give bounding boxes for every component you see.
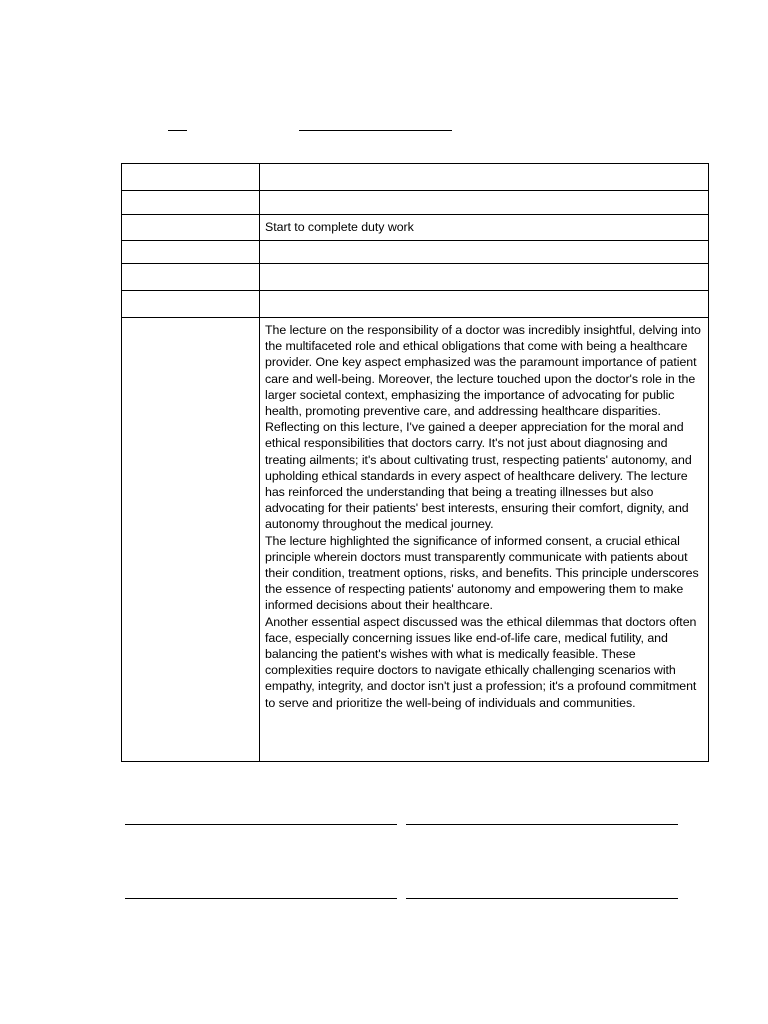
row-value-cell (260, 291, 709, 318)
signature-line (406, 824, 678, 825)
reflection-paragraph: Reflecting on this lecture, I've gained a deeper appreciation for the moral and ethical responsibilities that doctors carry. It's not just about diagnosing and treating ailments; it's about cultivating trust, respecting patients' autonomy, and upholding ethical standards in every aspect of healthcare delivery. The lecture has reinforced the understanding that being a treating illnesses but also advocating for their patients' best interests, ensuring their comfort, dignity, and autonomy throughout the medical journey. (265, 420, 692, 532)
row-label (122, 164, 259, 167)
table-row (122, 318, 709, 762)
row-label-cell (122, 291, 260, 318)
row-label (122, 291, 259, 294)
row-label-cell (122, 191, 260, 215)
table-row (122, 264, 709, 291)
table-row (122, 164, 709, 191)
row-value (260, 291, 708, 294)
row-value-cell (260, 241, 709, 264)
signature-line (125, 824, 397, 825)
signature-line (406, 898, 678, 899)
table-row (122, 291, 709, 318)
row-value-cell (260, 191, 709, 215)
row-value (260, 241, 708, 244)
row-label (122, 264, 259, 267)
reflection-cell (260, 318, 709, 762)
reflection-paragraph: The lecture on the responsibility of a doctor was incredibly insightful, delving into the multifaceted role and ethical obligations that come with being a healthcare provider. One key aspect emphasized was the paramount importance of patient care and well-being. Moreover, the lecture touched upon the doctor's role in the larger societal context, emphasizing the importance of advocating for public health, promoting preventive care, and addressing healthcare disparities. (265, 323, 701, 419)
row-value-cell (260, 264, 709, 291)
top-long-blank-line (299, 130, 452, 131)
duty-log-table (121, 163, 709, 762)
top-short-blank-line (168, 130, 187, 131)
row-label-cell (122, 264, 260, 291)
row-label (122, 215, 259, 219)
row-value (260, 191, 708, 194)
reflection-text (260, 318, 708, 711)
row-value-cell (260, 215, 709, 241)
reflection-paragraph: Another essential aspect discussed was the ethical dilemmas that doctors often face, especially concerning issues like end-of-life care, medical futility, and balancing the patient's wishes with what is medically feasible. These complexities require doctors to navigate ethically challenging scenarios with empathy, integrity, and doctor isn't just a profession; it's a profound commitment to serve and prioritize the well-being of individuals and communities. (265, 614, 697, 710)
table-row (122, 191, 709, 215)
row-label (122, 318, 259, 321)
table-row (122, 241, 709, 264)
duty-status-value: Start to complete duty work (265, 220, 414, 234)
signature-line (125, 898, 397, 899)
row-value-cell (260, 164, 709, 191)
row-label (122, 191, 259, 194)
row-value (260, 164, 708, 167)
row-label-cell (122, 241, 260, 264)
row-label-cell (122, 164, 260, 191)
table-row (122, 215, 709, 241)
reflection-paragraph: The lecture highlighted the significance of informed consent, a crucial ethical principle wherein doctors must transparently communicate with patients about their condition, treatment options, risks, and benefits. This principle underscores the essence of respecting patients' autonomy and empowering them to make informed decisions about their healthcare. (265, 533, 699, 613)
row-label-cell (122, 215, 260, 241)
row-label-cell (122, 318, 260, 762)
row-value (260, 264, 708, 267)
row-label (122, 241, 259, 244)
